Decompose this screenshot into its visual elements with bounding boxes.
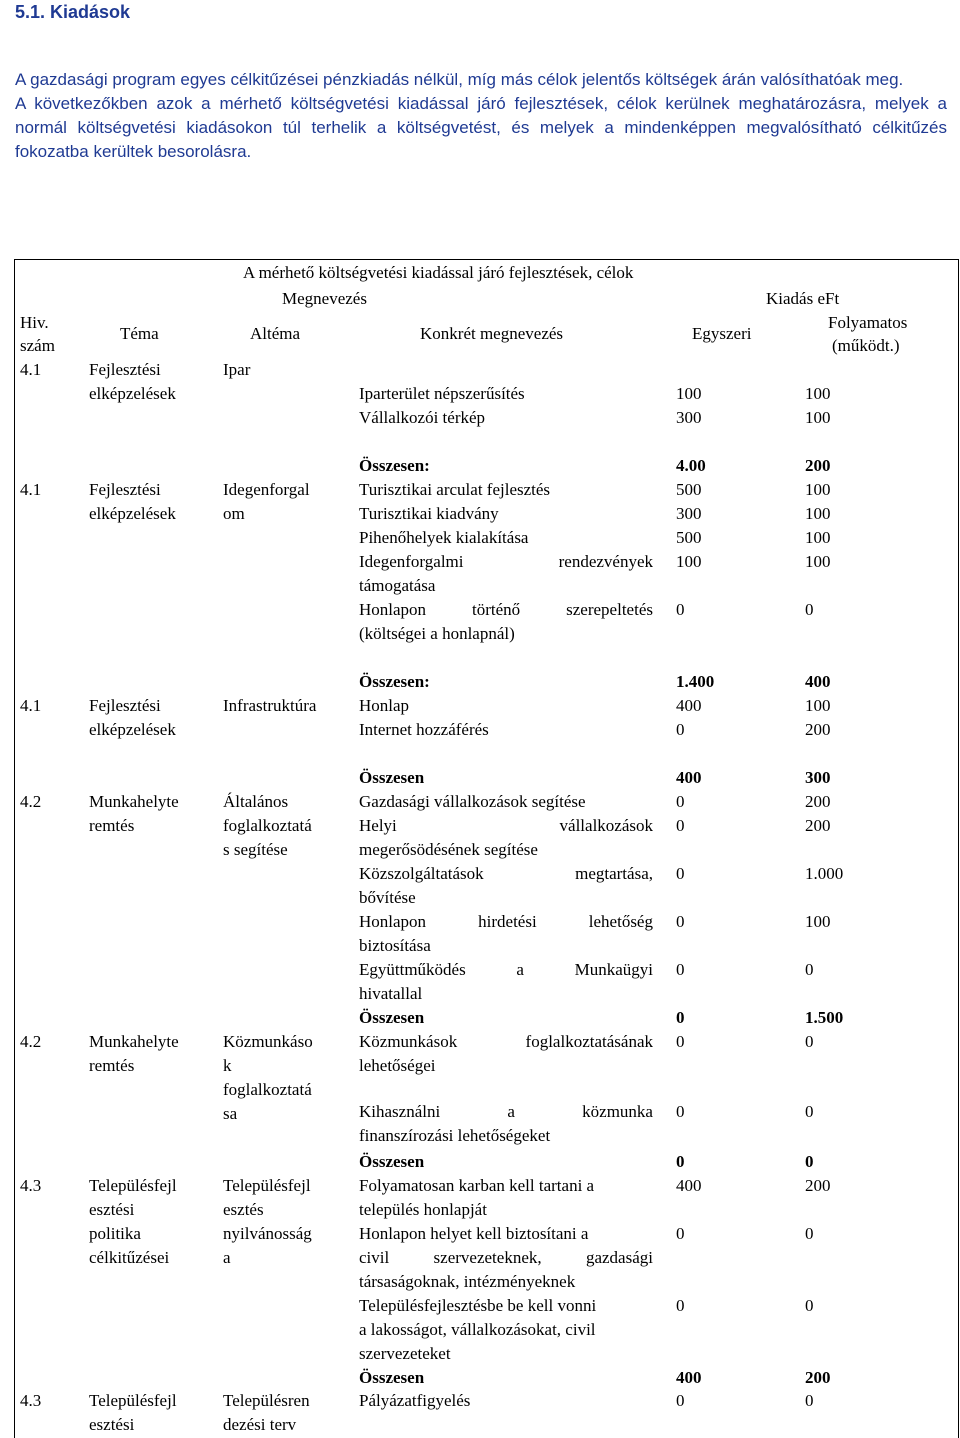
row5-sum-egyszeri: 0 — [676, 1152, 685, 1171]
row6-egyszeri-2: 0 — [676, 1224, 685, 1243]
row2-egyszeri-5: 0 — [676, 600, 685, 619]
row6-altema — [223, 1174, 312, 1270]
row4-altema-line3: s segítése — [223, 840, 288, 859]
row2-egyszeri-2: 300 — [676, 504, 702, 523]
row4-folyamatos-5: 0 — [805, 960, 814, 979]
row4-konkret-4-w2: hirdetési — [478, 912, 537, 931]
row6-altema-line2: esztés — [223, 1200, 264, 1219]
row1-folyamatos-2: 100 — [805, 408, 831, 427]
table-title: A mérhető költségvetési kiadással járó fejlesztések, célok — [243, 263, 634, 282]
row2-egyszeri-1: 500 — [676, 480, 702, 499]
row5-egyszeri-2: 0 — [676, 1102, 685, 1121]
row4-konkret-4-w3: lehetőség — [588, 912, 653, 931]
row6-konkret-2-w3: gazdasági — [585, 1248, 653, 1267]
row3-egyszeri-2: 0 — [676, 720, 685, 739]
table-top-border — [14, 259, 958, 260]
row6-sum-folyamatos: 200 — [805, 1368, 831, 1387]
row1-sum-label: Összesen: — [359, 456, 430, 475]
row2-konkret-5-w1: Honlapon — [359, 600, 427, 619]
row2-folyamatos-2: 100 — [805, 504, 831, 523]
row6-konkret-2-line2 — [359, 1246, 653, 1270]
row3-sum-folyamatos: 300 — [805, 768, 831, 787]
header-konkret: Konkrét megnevezés — [420, 324, 564, 343]
row6-konkret-2-w2: szervezeteknek, — [433, 1248, 542, 1267]
row3-konkret-1: Honlap — [359, 696, 410, 715]
row4-konkret-2-w1: Helyi — [359, 816, 397, 835]
row2-konkret-4 — [359, 550, 653, 574]
row7-altema — [223, 1389, 310, 1437]
row4-egyszeri-2: 0 — [676, 816, 685, 835]
row4-tema — [89, 790, 179, 838]
row5-altema-line2: k — [223, 1056, 232, 1075]
row2-tema-line1: Fejlesztési — [89, 480, 161, 499]
row2-folyamatos-3: 100 — [805, 528, 831, 547]
row6-sum-label: Összesen — [359, 1368, 425, 1387]
row7-tema — [89, 1389, 177, 1437]
row6-tema-line3: politika — [89, 1224, 141, 1243]
row5-altema — [223, 1030, 313, 1126]
intro-paragraph-1: A gazdasági program egyes célkitűzései pénzkiadás nélkül, míg más célok jelentős költségek árán valósíthatóak meg. — [15, 70, 904, 89]
row1-tema-line1: Fejlesztési — [89, 360, 161, 379]
header-szam: szám — [20, 336, 55, 355]
row4-konkret-1: Gazdasági vállalkozások segítése — [359, 792, 586, 811]
row5-sum-folyamatos: 0 — [805, 1152, 814, 1171]
row6-konkret-3-cont: szervezeteket — [359, 1344, 451, 1363]
row5-konkret-1 — [359, 1030, 653, 1054]
row4-konkret-5-w2: a — [516, 960, 524, 979]
row7-altema-line2: dezési terv — [223, 1415, 297, 1434]
row2-altema-line1: Idegenforgal — [223, 480, 310, 499]
row6-altema-line3: nyilvánosság — [223, 1224, 312, 1243]
row3-tema-line2: elképzelések — [89, 720, 176, 739]
row5-konkret-1-w1: Közmunkások — [359, 1032, 458, 1051]
header-tema: Téma — [120, 324, 159, 343]
row5-konkret-2-cont: finanszírozási lehetőségeket — [359, 1126, 551, 1145]
row2-folyamatos-4: 100 — [805, 552, 831, 571]
header-altema: Altéma — [250, 324, 301, 343]
row1-tema — [89, 358, 176, 406]
row3-sum-label: Összesen — [359, 768, 425, 787]
header-megnevezes: Megnevezés — [282, 289, 367, 308]
row2-hiv: 4.1 — [20, 480, 42, 499]
row6-sum-egyszeri: 400 — [676, 1368, 702, 1387]
row4-altema-line2: foglalkoztatá — [223, 816, 312, 835]
row5-konkret-2-w2: a — [507, 1102, 515, 1121]
row4-tema-line2: remtés — [89, 816, 135, 835]
row4-folyamatos-4: 100 — [805, 912, 831, 931]
row5-altema-line4: sa — [223, 1104, 238, 1123]
row3-konkret-2: Internet hozzáférés — [359, 720, 489, 739]
row6-konkret-3: Településfejlesztésbe be kell vonni — [359, 1296, 597, 1315]
row2-konkret-1: Turisztikai arculat fejlesztés — [359, 480, 551, 499]
row2-konkret-5-cont: (költségei a honlapnál) — [359, 624, 515, 643]
row5-hiv: 4.2 — [20, 1032, 42, 1051]
table-left-border — [14, 259, 15, 1438]
row4-sum-folyamatos: 1.500 — [805, 1008, 844, 1027]
row5-tema — [89, 1030, 179, 1078]
row4-folyamatos-2: 200 — [805, 816, 831, 835]
header-folyamatos: Folyamatos — [828, 313, 908, 332]
row2-tema — [89, 478, 176, 526]
row4-hiv: 4.2 — [20, 792, 42, 811]
row6-altema-line4: a — [223, 1248, 231, 1267]
row4-konkret-3 — [359, 862, 653, 886]
row2-konkret-3: Pihenőhelyek kialakítása — [359, 528, 529, 547]
row2-konkret-5-w2: történő — [472, 600, 521, 619]
row4-konkret-3-cont: bővítése — [359, 888, 416, 907]
row1-folyamatos-1: 100 — [805, 384, 831, 403]
row5-tema-line2: remtés — [89, 1056, 135, 1075]
row7-folyamatos-1: 0 — [805, 1391, 814, 1410]
row4-konkret-4-w1: Honlapon — [359, 912, 427, 931]
row2-sum-folyamatos: 400 — [805, 672, 831, 691]
row4-konkret-3-w2: megtartása, — [575, 864, 653, 883]
row2-konkret-4-cont: támogatása — [359, 576, 436, 595]
row3-sum-egyszeri: 400 — [676, 768, 702, 787]
row6-hiv: 4.3 — [20, 1176, 42, 1195]
section-heading: 5.1. Kiadások — [15, 2, 131, 22]
row6-konkret-1: Folyamatosan karban kell tartani a — [359, 1176, 595, 1195]
row4-konkret-2-w2: vállalkozások — [559, 816, 653, 835]
row2-sum-label: Összesen: — [359, 672, 430, 691]
row2-egyszeri-4: 100 — [676, 552, 702, 571]
row7-hiv: 4.3 — [20, 1391, 42, 1410]
row2-sum-egyszeri: 1.400 — [676, 672, 715, 691]
row4-egyszeri-3: 0 — [676, 864, 685, 883]
row4-tema-line1: Munkahelyte — [89, 792, 179, 811]
row6-konkret-3-line2: a lakosságot, vállalkozásokat, civil — [359, 1320, 596, 1339]
row2-folyamatos-5: 0 — [805, 600, 814, 619]
row3-hiv: 4.1 — [20, 696, 42, 715]
row4-konkret-5-w3: Munkaügyi — [574, 960, 653, 979]
row4-egyszeri-1: 0 — [676, 792, 685, 811]
row4-sum-egyszeri: 0 — [676, 1008, 685, 1027]
row4-konkret-5 — [359, 958, 653, 982]
row2-konkret-4-w2: rendezvények — [558, 552, 653, 571]
header-hiv: Hiv. — [20, 313, 49, 332]
row4-konkret-4 — [359, 910, 653, 934]
row1-tema-line2: elképzelések — [89, 384, 176, 403]
row5-sum-label: Összesen — [359, 1152, 425, 1171]
header-mukodt: (működt.) — [832, 336, 900, 355]
row4-konkret-2 — [359, 814, 653, 838]
row5-tema-line1: Munkahelyte — [89, 1032, 179, 1051]
table-right-border — [958, 259, 959, 1438]
row5-folyamatos-2: 0 — [805, 1102, 814, 1121]
intro-text — [15, 68, 947, 164]
row6-konkret-2-w1: civil — [359, 1248, 390, 1267]
row6-altema-line1: Településfejl — [223, 1176, 311, 1195]
row5-egyszeri-1: 0 — [676, 1032, 685, 1051]
row3-tema — [89, 694, 176, 742]
row2-altema — [223, 478, 310, 526]
row6-egyszeri-3: 0 — [676, 1296, 685, 1315]
row5-konkret-1-cont: lehetőségei — [359, 1056, 436, 1075]
row4-konkret-5-w1: Együttműködés — [359, 960, 466, 979]
row1-konkret-1: Iparterület népszerűsítés — [359, 384, 525, 403]
row2-konkret-4-w1: Idegenforgalmi — [359, 552, 464, 571]
row7-konkret-1: Pályázatfigyelés — [359, 1391, 471, 1410]
row4-folyamatos-3: 1.000 — [805, 864, 844, 883]
row4-altema-line1: Általános — [223, 792, 289, 811]
row4-folyamatos-1: 200 — [805, 792, 831, 811]
row4-sum-label: Összesen — [359, 1008, 425, 1027]
row6-konkret-1-cont: település honlapját — [359, 1200, 487, 1219]
row5-konkret-2-w1: Kihasználni — [359, 1102, 441, 1121]
header-egyszeri: Egyszeri — [692, 324, 752, 343]
row4-konkret-4-cont: biztosítása — [359, 936, 431, 955]
row7-altema-line1: Településren — [223, 1391, 310, 1410]
row2-tema-line2: elképzelések — [89, 504, 176, 523]
row5-folyamatos-1: 0 — [805, 1032, 814, 1051]
row1-egyszeri-1: 100 — [676, 384, 702, 403]
row7-egyszeri-1: 0 — [676, 1391, 685, 1410]
row5-altema-line3: foglalkoztatá — [223, 1080, 312, 1099]
row6-tema — [89, 1174, 177, 1270]
row6-konkret-2-cont: társaságoknak, intézményeknek — [359, 1272, 576, 1291]
row6-tema-line4: célkitűzései — [89, 1248, 170, 1267]
row7-tema-line1: Településfejl — [89, 1391, 177, 1410]
row1-altema: Ipar — [223, 360, 251, 379]
row6-folyamatos-2: 0 — [805, 1224, 814, 1243]
row2-konkret-5 — [359, 598, 653, 622]
row3-egyszeri-1: 400 — [676, 696, 702, 715]
row1-konkret-2: Vállalkozói térkép — [359, 408, 486, 427]
row4-egyszeri-4: 0 — [676, 912, 685, 931]
row2-konkret-2: Turisztikai kiadvány — [359, 504, 499, 523]
row1-sum-folyamatos: 200 — [805, 456, 831, 475]
row4-konkret-5-cont: hivatallal — [359, 984, 423, 1003]
row2-folyamatos-1: 100 — [805, 480, 831, 499]
row3-tema-line1: Fejlesztési — [89, 696, 161, 715]
row7-tema-line2: esztési — [89, 1415, 135, 1434]
row4-konkret-3-w1: Közszolgáltatások — [359, 864, 484, 883]
intro-paragraph-2: A következőkben azok a mérhető költségvetési kiadással járó fejlesztések, célok kerülnek meghatározásra, melyek a normál költségvetési kiadásokon túl terhelik a költségvetést, és melyek a mindenképpen megvalósítható célkitűzés fokozatba kerültek besorolásra. — [15, 94, 947, 161]
row6-tema-line1: Településfejl — [89, 1176, 177, 1195]
row4-egyszeri-5: 0 — [676, 960, 685, 979]
header-kiadas: Kiadás eFt — [766, 289, 840, 308]
row1-hiv: 4.1 — [20, 360, 42, 379]
row5-altema-line1: Közmunkáso — [223, 1032, 313, 1051]
row4-konkret-2-cont: megerősödésének segítése — [359, 840, 538, 859]
row2-altema-line2: om — [223, 504, 245, 523]
row2-konkret-5-w3: szerepeltetés — [566, 600, 653, 619]
row1-egyszeri-2: 300 — [676, 408, 702, 427]
row6-folyamatos-1: 200 — [805, 1176, 831, 1195]
row6-egyszeri-1: 400 — [676, 1176, 702, 1195]
row5-konkret-1-w2: foglalkoztatásának — [525, 1032, 653, 1051]
row5-konkret-2-w3: közmunka — [582, 1102, 653, 1121]
row5-konkret-2 — [359, 1100, 653, 1124]
row3-folyamatos-2: 200 — [805, 720, 831, 739]
row6-folyamatos-3: 0 — [805, 1296, 814, 1315]
row4-altema — [223, 790, 312, 862]
row2-egyszeri-3: 500 — [676, 528, 702, 547]
row6-tema-line2: esztési — [89, 1200, 135, 1219]
row3-altema: Infrastruktúra — [223, 696, 317, 715]
row3-folyamatos-1: 100 — [805, 696, 831, 715]
row1-sum-egyszeri: 4.00 — [676, 456, 706, 475]
row6-konkret-2: Honlapon helyet kell biztosítani a — [359, 1224, 589, 1243]
